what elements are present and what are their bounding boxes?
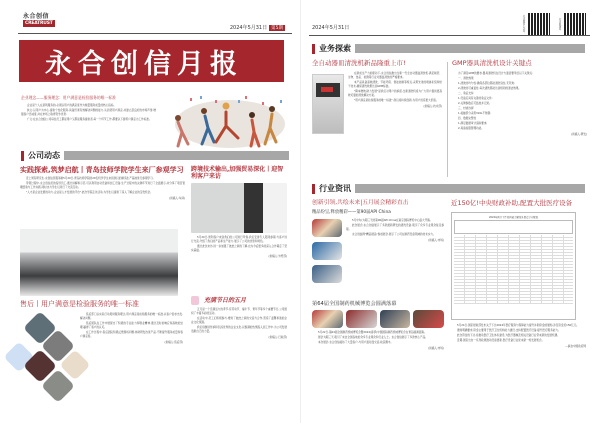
article-api-china [312,200,444,283]
byline: (供稿人:行政部) [268,336,287,339]
expo-photo [312,219,342,237]
article-paragraph: 2.关键参数应可监控并记录。 [458,101,492,105]
logo [23,11,55,27]
article-paragraph: 一、清洗效果 [458,76,474,80]
table-caption: 2024年医疗卫生机构能力建设补助资金分配表 [488,215,539,219]
api-china-photos [312,219,342,283]
expo-photo [413,310,444,328]
article-paragraph: 售后部门以实际行动贯彻服务理念,用户满意是检验服务的唯一标准,从客户需求出发,解决问题。 [80,313,183,320]
chile-client-photo [191,183,287,233]
article-paragraph: 5月22日,第64届全国制药机械博览会暨2024(春季)中国国际制药机械博览会在青岛圆满落幕。 [318,331,427,334]
byline: (供稿人:技术部) [423,104,442,108]
section-bar [64,151,289,160]
article-title[interactable]: GMP器具清洗机设计关键点 [452,59,532,67]
article-paragraph: 二、验证支持 [458,91,474,95]
expo-photo [346,310,377,328]
subsidy-table [451,212,576,320]
issue-number: 第5期 [271,25,283,31]
section-marker [312,184,315,194]
article-paragraph: 在活动中,员工们积极参与,增进了彼此之间的交流与合作,营造了温馨和谐的企业文化氛围。 [191,317,287,324]
video-channel-qr-code[interactable] [564,13,586,35]
article-pharma-expo [312,300,444,350]
qr-label: 关注微信公众号 [522,15,525,33]
byline: (供稿人:研发) [571,132,587,136]
section-marker [312,44,315,54]
pharma-expo-photos [312,310,444,328]
section-header-business [312,43,585,54]
article-paragraph: 四、数据完整性 [458,116,477,120]
intro-paragraph: 广义:在永合创信公司每位员工都是用户又都是服务提供者,每一个环节工作,都要以下游用户满意为工作标准。 [27,117,152,121]
student-visit-photo [20,229,178,296]
article-paragraph: 5月24日,国家财政部发布关于下达2024年医疗服务与保障能力提升补助资金的通知,涉及资金近150亿元。 [457,323,579,327]
article-paragraph: 5月中旬,为期三天的第90届API China在南京国际博览中心盛大开幕。 [352,218,433,222]
article-paragraph: "用户满意是检验服务的唯一标准",我们将持续创新,为用户创造更大价值。 [354,98,439,102]
expo-photo [380,310,411,328]
issue-date: 2024年5月31日 [312,25,350,31]
right-page [300,0,600,423]
divider [18,33,292,34]
qr-label: 关注视频号 [558,17,561,31]
section-bar [355,44,585,53]
article-paragraph: 近上周有研究生,永创信员服务制5月20日,青岛技师学院的20名机学学生来到我们的制造生产基地进行参观学习。 [26,177,156,181]
divider [309,35,590,36]
byline: (供稿人:外贸部) [268,255,287,259]
wechat-qr-code[interactable] [528,13,550,35]
intro-heading: 企业理念——服务理念：用户满意是检验服务的唯一标准 [21,95,116,100]
byline: —摘自中国政府网 [565,344,586,348]
article-title[interactable]: 近150亿!中央财政补助,配置大批医疗设备 [451,199,573,207]
washer-product-image [312,74,344,134]
expo-photo [312,242,342,260]
article-title[interactable]: 创新引领,共绘未来|五月展会精彩直击 [312,200,409,206]
intro-paragraph: 企业是个人在是利服务的,必须以用户的满意度作为衡量服务质量的核心指标。 [27,103,117,107]
article-paragraph: 在新质生产力的驱动下,永合创信推出全新一代全自动器皿清洗机,满足制药、生物、食品、检测等行业对器皿清洗的严格要求。 [348,71,442,79]
article-paragraph: 在工作过程中,售后团队积极反馈现场问题,协助研发改进产品,不断提升服务质量和客户满意度。 [80,331,183,338]
section-marker [21,151,24,161]
byline: (供稿人:市场) [428,347,444,350]
newsletter-title: 永合创信月报 [19,40,284,82]
qr-codes [521,13,586,35]
article-paragraph: 我们将继续传承和弘扬优秀的企业文化,以饱满的热情投入到工作中,为公司发展贡献自己的力量。 [191,326,287,333]
section-header-company-news [21,150,289,161]
article-paragraph: 本产品具备高效清洗、节能环保、智能控制等特点,采用先进的喷淋系统和烘干技术,确保清洗效果达到GMP标准。 [348,80,442,88]
column-divider [447,62,448,177]
expo-photo [312,310,343,328]
article-paragraph: 售后团队在工作中展现出了积极的专业能力和敬业精神,通过及时的响应和高效的处理,赢得了客户的认可。 [80,322,183,329]
article-gmp-design [452,60,587,136]
intro-block [21,96,156,123]
article-paragraph: 近期,国家出台一系列政策推动设备更新,医疗设备行业迎来新一轮发展机会。 [457,338,545,342]
section-title: 业务探索 [319,43,351,53]
article-paragraph: 带领过程中,永合创信员的指导员工,通过讲解和示范,可以利用自动设备和加工设备,生产过程中的关键环节进行了全面展示,并分享了项目管理经验与工作实践,同时也与学生们进行了交流互动。 [20,182,185,190]
article-paragraph: 为了满足GMP的要求,器具清洗机在设计方面需要考虑以下关键点: [458,71,533,75]
article-paragraph: 2.具备权限管理功能。 [458,126,484,130]
article-paragraph: 1.满足数据审计追踪要求; [458,121,488,125]
article-paragraph: 1.设备应具有完善的验证文件; [458,96,493,100]
article-chile-client [191,166,287,258]
article-paragraph: 通过此次来访,进一步加强了彼此之间的了解,也为今后更多的深入合作奠定了坚实基础。 [191,245,287,253]
article-paragraph: 本次展会,永合创信接待了大量客户,与用户面对面交流,收获颇丰。 [318,341,394,344]
article-paragraph: 展会为期三天,吸引了来自全国各地的众多专业观众和行业人士。永合创信展示了多款核心产品。 [318,336,428,339]
article-title[interactable]: 全自动器皿清洗机新品隆重上市! [312,59,406,67]
article-paragraph: 2.清洗的可重复性:每次清洗都能达到相同的清洁效果。 [458,86,522,90]
issue-date: 2024年5月31日 [229,25,268,31]
calendar-icon [191,296,199,305]
article-may-festivals [191,296,287,339]
article-title[interactable]: 充满节日的五月 [204,296,247,304]
logo-en: CREATRUST [25,21,53,26]
section-bar [355,184,585,193]
article-title[interactable]: 实践探索,筑梦启航丨青岛技师学院学生来厂参观学习 [20,166,184,174]
byline: (供稿人:车间) [169,197,185,201]
article-paragraph: "降本增效,助力发展"是我们对用户的承诺,全新清洗机将为广大用户提供更高效可靠的清洗解决方案。 [348,89,442,97]
logo-cn: 永合创信 [23,13,50,20]
article-paragraph: 此次展会,永合创信展示了多款最新研发的清洗设备,吸引了众多专业观众驻足参观。 [346,223,444,231]
intro-paragraph: 狭义:以用户为中心,提供个性化服务,具备迅速有效解决问题的能力,从而使用户满意,并建立起良好的市场声誉,增强客户忠诚度,并在市场上取得竞争优势; [21,108,156,116]
date-issue [230,24,285,31]
article-paragraph: 1.清洗的均匀性:确保各部位都能清洗到位,无死角; [458,81,515,85]
article-washer-launch [312,60,442,136]
byline: (供稿人:市场) [428,238,444,242]
article-student-visit [20,166,185,200]
article-after-sales [20,300,185,312]
article-paragraph: 1.接触部分采用316L不锈钢; [458,111,492,115]
article-title[interactable]: 第64届全国制药机械博览会圆满落幕 [312,301,397,307]
expo-photo [312,265,342,283]
article-fiscal-subsidy [451,200,586,348]
article-paragraph: "人才是企业发展的动力,企业是人才发展的平台",此次学院走访活动,为学生们提供了深入了解企业的宝贵机会。 [26,191,153,195]
after-sales-body [80,313,183,344]
byline: (供稿人:售后部) [164,341,183,344]
after-sales-photo-collage [0,312,75,412]
article-paragraph: 三、材质选择 [458,106,474,110]
section-title: 行业资讯 [319,183,351,193]
article-subtitle: 精品纷呈,释放精彩——第90届API China [312,209,391,215]
section-title: 公司动态 [28,150,60,160]
section-header-industry [312,183,585,194]
article-paragraph: 五月是一个充满活力的季节,有劳动节、端午节、青年节等多个重要节日,公司组织了丰富多彩的活动。 [191,308,287,315]
article-paragraph: 通知明确要求,资金主要用于医疗卫生机构能力建设,支持配置医疗设备,提升医疗服务能力。 [457,328,561,332]
celebration-illustration [160,92,290,154]
article-title[interactable]: 售后丨用户满意是检验服务的唯一标准 [20,300,139,308]
article-paragraph: 5月20日,智利客户来到我们的公司进行考察,我们安排专人陪同参观,与客户进行交流,介绍了我们的产品和生产能力,展示了公司的优势和特色。 [191,236,287,244]
article-paragraph: 此次资金的下达,将推动医疗卫生体系建设,为医疗器械及相关设备行业带来新的发展机遇。 [457,333,560,337]
article-paragraph: 永合创信携"精品展品"参加展会,展示了公司在制药设备领域的技术实力。 [352,232,436,236]
article-title[interactable]: 跨境技术输出,加强贸易深化丨迎智利客户来访 [191,166,284,181]
